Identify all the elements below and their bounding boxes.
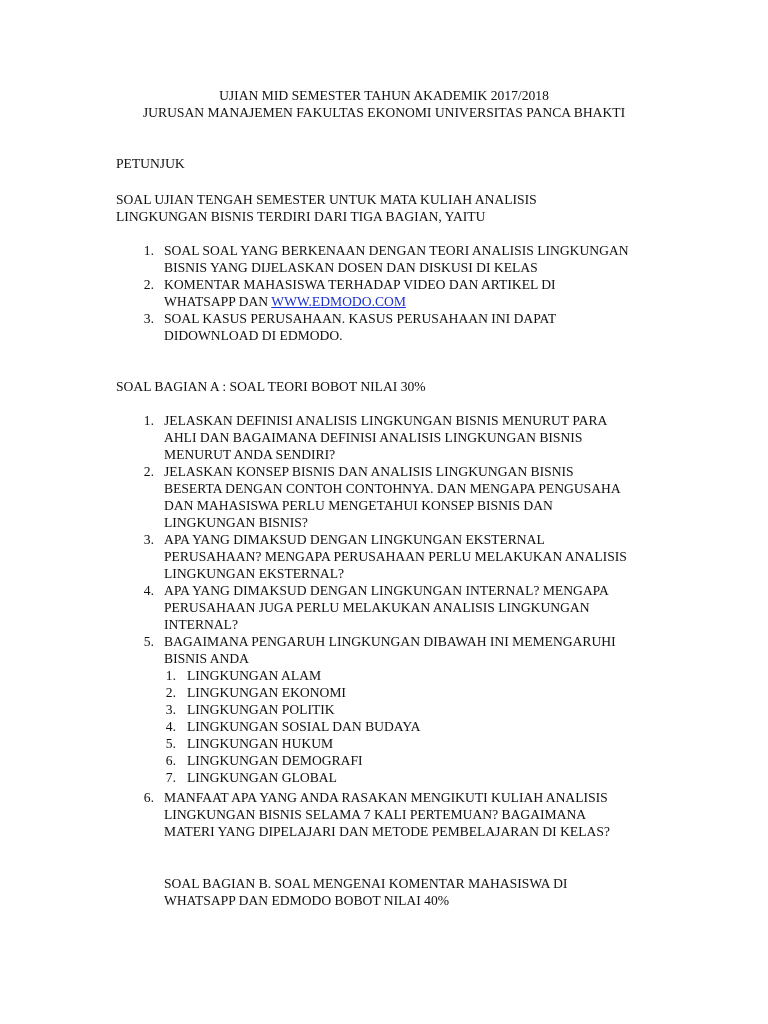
question-line: BESERTA DENGAN CONTOH CONTOHNYA. DAN MENGAPA PENGUSAHA [164,481,621,496]
question-number: 1. [143,413,154,428]
question-line: APA YANG DIMAKSUD DENGAN LINGKUNGAN EKSTERNAL [164,532,545,547]
list-number: 1. [143,243,154,258]
header-line-2: JURUSAN MANAJEMEN FAKULTAS EKONOMI UNIVERSITAS PANCA BHAKTI [142,105,626,120]
question-line: MATERI YANG DIPELAJARI DAN METODE PEMBELAJARAN DI KELAS? [164,824,610,839]
question-line: JELASKAN KONSEP BISNIS DAN ANALISIS LINGKUNGAN BISNIS [164,464,574,479]
edmodo-link[interactable]: WWW.EDMODO.COM [271,294,406,309]
list-number: 3. [143,311,154,326]
petunjuk-heading [116,155,676,172]
question-number: 3. [143,532,154,547]
sub-item-number: 7. [165,770,176,785]
question-number: 2. [143,464,154,479]
intro-line-2: LINGKUNGAN BISNIS TERDIRI DARI TIGA BAGIAN, YAITU [116,209,486,224]
sub-item-number: 2. [165,685,176,700]
petunjuk-label: PETUNJUK [116,156,185,171]
intro-line-1: SOAL UJIAN TENGAH SEMESTER UNTUK MATA KULIAH ANALISIS [116,192,537,207]
header-line-1: UJIAN MID SEMESTER TAHUN AKADEMIK 2017/2018 [219,88,549,103]
section-b-line-2: WHATSAPP DAN EDMODO BOBOT NILAI 40% [164,893,450,908]
sub-item-label: LINGKUNGAN DEMOGRAFI [187,753,363,768]
sub-item-label: LINGKUNGAN POLITIK [187,702,335,717]
intro-paragraph [116,191,676,225]
sub-item-label: LINGKUNGAN ALAM [187,668,322,683]
question-line: APA YANG DIMAKSUD DENGAN LINGKUNGAN INTERNAL? MENGAPA [164,583,609,598]
sub-item-label: LINGKUNGAN HUKUM [187,736,334,751]
list-item-line: DIDOWNLOAD DI EDMODO. [164,328,343,343]
sub-item-number: 1. [165,668,176,683]
list-item-line: SOAL SOAL YANG BERKENAAN DENGAN TEORI ANALISIS LINGKUNGAN [164,243,629,258]
section-b-line-1: SOAL BAGIAN B. SOAL MENGENAI KOMENTAR MAHASISWA DI [164,876,568,891]
question-line: LINGKUNGAN BISNIS? [164,515,308,530]
section-b-heading [164,875,724,909]
question-line: BISNIS ANDA [164,651,249,666]
sub-item-label: LINGKUNGAN GLOBAL [187,770,337,785]
question-line: INTERNAL? [164,617,238,632]
sub-item-number: 5. [165,736,176,751]
list-item-line: BISNIS YANG DIJELASKAN DOSEN DAN DISKUSI DI KELAS [164,260,538,275]
question-line: MANFAAT APA YANG ANDA RASAKAN MENGIKUTI KULIAH ANALISIS [164,790,608,805]
list-item-line [164,293,556,310]
question-line: MENURUT ANDA SENDIRI? [164,447,336,462]
question-line: AHLI DAN BAGAIMANA DEFINISI ANALISIS LINGKUNGAN BISNIS [164,430,583,445]
question-number: 4. [143,583,154,598]
list-item-line: KOMENTAR MAHASISWA TERHADAP VIDEO DAN ARTIKEL DI [164,277,556,292]
sub-item-number: 3. [165,702,176,717]
section-a-title: SOAL BAGIAN A : SOAL TEORI BOBOT NILAI 30% [116,379,426,394]
question-number: 5. [143,634,154,649]
question-line: LINGKUNGAN BISNIS SELAMA 7 KALI PERTEMUAN? BAGAIMANA [164,807,587,822]
sub-item-label: LINGKUNGAN EKONOMI [187,685,346,700]
list-number: 2. [143,277,154,292]
sub-item-number: 6. [165,753,176,768]
question-line: LINGKUNGAN EKSTERNAL? [164,566,345,581]
list-item-text: WHATSAPP DAN [164,294,272,309]
question-line: BAGAIMANA PENGARUH LINGKUNGAN DIBAWAH INI MEMENGARUHI [164,634,616,649]
sub-item-number: 4. [165,719,176,734]
question-number: 6. [143,790,154,805]
question-line: DAN MAHASISWA PERLU MENGETAHUI KONSEP BISNIS DAN [164,498,553,513]
question-line: PERUSAHAAN? MENGAPA PERUSAHAAN PERLU MELAKUKAN ANALISIS [164,549,627,564]
section-a-heading [116,378,676,395]
question-line: PERUSAHAAN JUGA PERLU MELAKUKAN ANALISIS LINGKUNGAN [164,600,590,615]
sub-item-label: LINGKUNGAN SOSIAL DAN BUDAYA [187,719,421,734]
question-line: JELASKAN DEFINISI ANALISIS LINGKUNGAN BISNIS MENURUT PARA [164,413,608,428]
document-header [0,87,768,121]
list-item-line: SOAL KASUS PERUSAHAAN. KASUS PERUSAHAAN INI DAPAT [164,311,557,326]
